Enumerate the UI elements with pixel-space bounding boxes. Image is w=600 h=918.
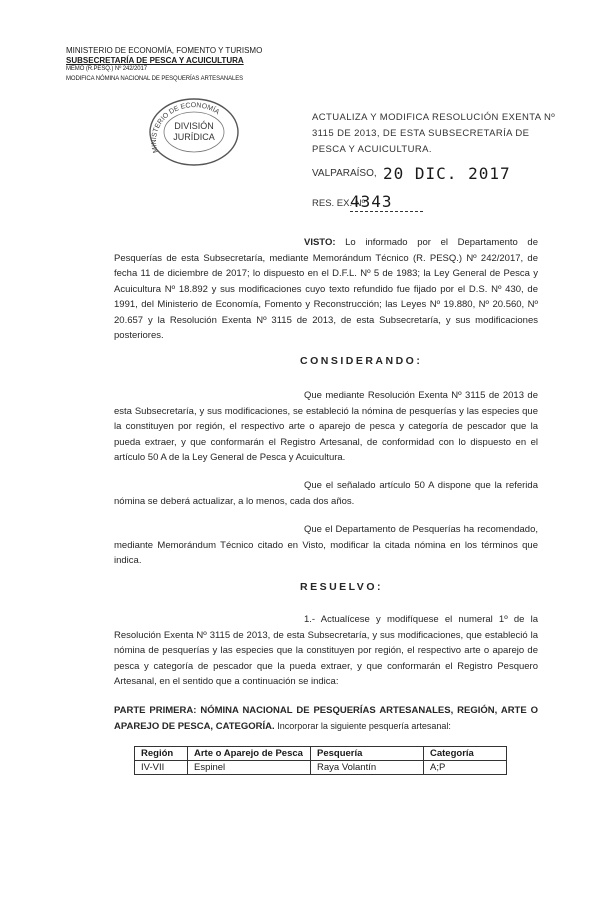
resuelvo-paragraph-1: 1.- Actualícese y modifíquese el numeral 1º de la Resolución Exenta Nº 3115 de 2013, de esta Subsecretaría, y sus modificaciones, que estableció la nómina de pesquerías y las especies que la constituyen por región, el respectivo arte o aparejo de pesca y categoría de pescador que la pueda extraer, y que conformarán el Registro Pesquero Artesanal, en el sentido que a continuación se indica: <box>114 614 538 687</box>
header-pesqueria: Pesquería <box>311 747 424 761</box>
stamp-center-line2: JURÍDICA <box>173 132 215 142</box>
letterhead <box>66 46 296 84</box>
cell-region: IV-VII <box>135 761 188 775</box>
cell-pesqueria: Raya Volantín <box>311 761 424 775</box>
visto-label: VISTO: <box>304 237 336 248</box>
header-categoria: Categoría <box>424 747 507 761</box>
considerando-paragraph-3: Que el Departamento de Pesquerías ha recomendado, mediante Memorándum Técnico citado en Visto, modificar la citada nómina en los términos que indica. <box>114 524 538 566</box>
parte-primera <box>114 703 538 734</box>
document-subject: MODIFICA NÓMINA NACIONAL DE PESQUERÍAS ARTESANALES <box>66 75 244 82</box>
resuelvo-heading: RESUELVO: <box>300 581 383 593</box>
parte-primera-title: NÓMINA NACIONAL DE PESQUERÍAS ARTESANALES, REGIÓN, ARTE O APAREJO DE PESCA, CATEGORÍA. <box>114 705 539 732</box>
visto-paragraph <box>114 235 538 344</box>
parte-primera-tail: Incorporar la siguiente pesquería artesanal: <box>277 720 451 731</box>
considerando-paragraph-2: Que el señalado artículo 50 A dispone que la referida nómina se deberá actualizar, a lo menos, cada dos años. <box>114 480 538 507</box>
considerando-paragraph-1: Que mediante Resolución Exenta Nº 3115 de 2013 de esta Subsecretaría, y sus modificaciones, se estableció la nómina de pesquerías y las especies que la constituyen por región, el respectivo arte o aparejo de pesca y categoría de pescador que la pueda extraer, y que conformarán el Registro Artesanal, de conformidad con lo dispuesto en el artículo 50 A de la Ley General de Pesca y Acuicultura. <box>114 390 538 463</box>
ministry-name: MINISTERIO DE ECONOMÍA, FOMENTO Y TURISMO <box>66 46 263 55</box>
memo-reference: MEMO (R.PESQ.) Nº 242/2017 <box>66 66 147 72</box>
division-juridica-stamp <box>144 92 244 166</box>
resolution-date: 20 DIC. 2017 <box>383 164 511 183</box>
table-row <box>135 761 507 775</box>
stamp-ring-text: MINISTERIO DE ECONOMÍA <box>150 102 221 154</box>
header-arte: Arte o Aparejo de Pesca <box>188 747 311 761</box>
stamp-center-line1: DIVISIÓN <box>174 121 214 131</box>
visto-text: Lo informado por el Departamento de Pesquerías de esta Subsecretaría, mediante Memorándum Técnico (R. PESQ.) Nº 242/2017, de fecha 11 de diciembre de 2017; lo dispuesto en el D.F.L. Nº 5 de 1983; la Ley General de Pesca y Acuicultura Nº 18.892 y sus modificaciones cuyo texto refundido fue fijado por el D.S. Nº 430, de 1991, del Ministerio de Economía, Fomento y Reconstrucción; las Leyes Nº 19.880, Nº 20.560, Nº 20.657 y la Resolución Exenta Nº 3115 de 2013, de esta Subsecretaría, y sus modificaciones posteriores. <box>114 237 539 341</box>
table-header-row <box>135 747 507 761</box>
header-region: Región <box>135 747 188 761</box>
fisheries-table <box>134 746 507 775</box>
parte-primera-label: PARTE PRIMERA: <box>114 705 197 716</box>
cell-arte: Espinel <box>188 761 311 775</box>
resolution-title: ACTUALIZA Y MODIFICA RESOLUCIÓN EXENTA Nº 3115 DE 2013, DE ESTA SUBSECRETARÍA DE PESCA Y ACUICULTURA. <box>312 112 556 155</box>
resolution-number: 4343 <box>350 192 423 212</box>
place: VALPARAÍSO, <box>312 168 377 179</box>
considerando-heading: CONSIDERANDO: <box>300 355 423 367</box>
resolution-number-label: RES. EX. Nº <box>312 198 366 209</box>
subsecretary-name: SUBSECRETARÍA DE PESCA Y ACUICULTURA <box>66 55 244 65</box>
cell-categoria: A;P <box>424 761 507 775</box>
